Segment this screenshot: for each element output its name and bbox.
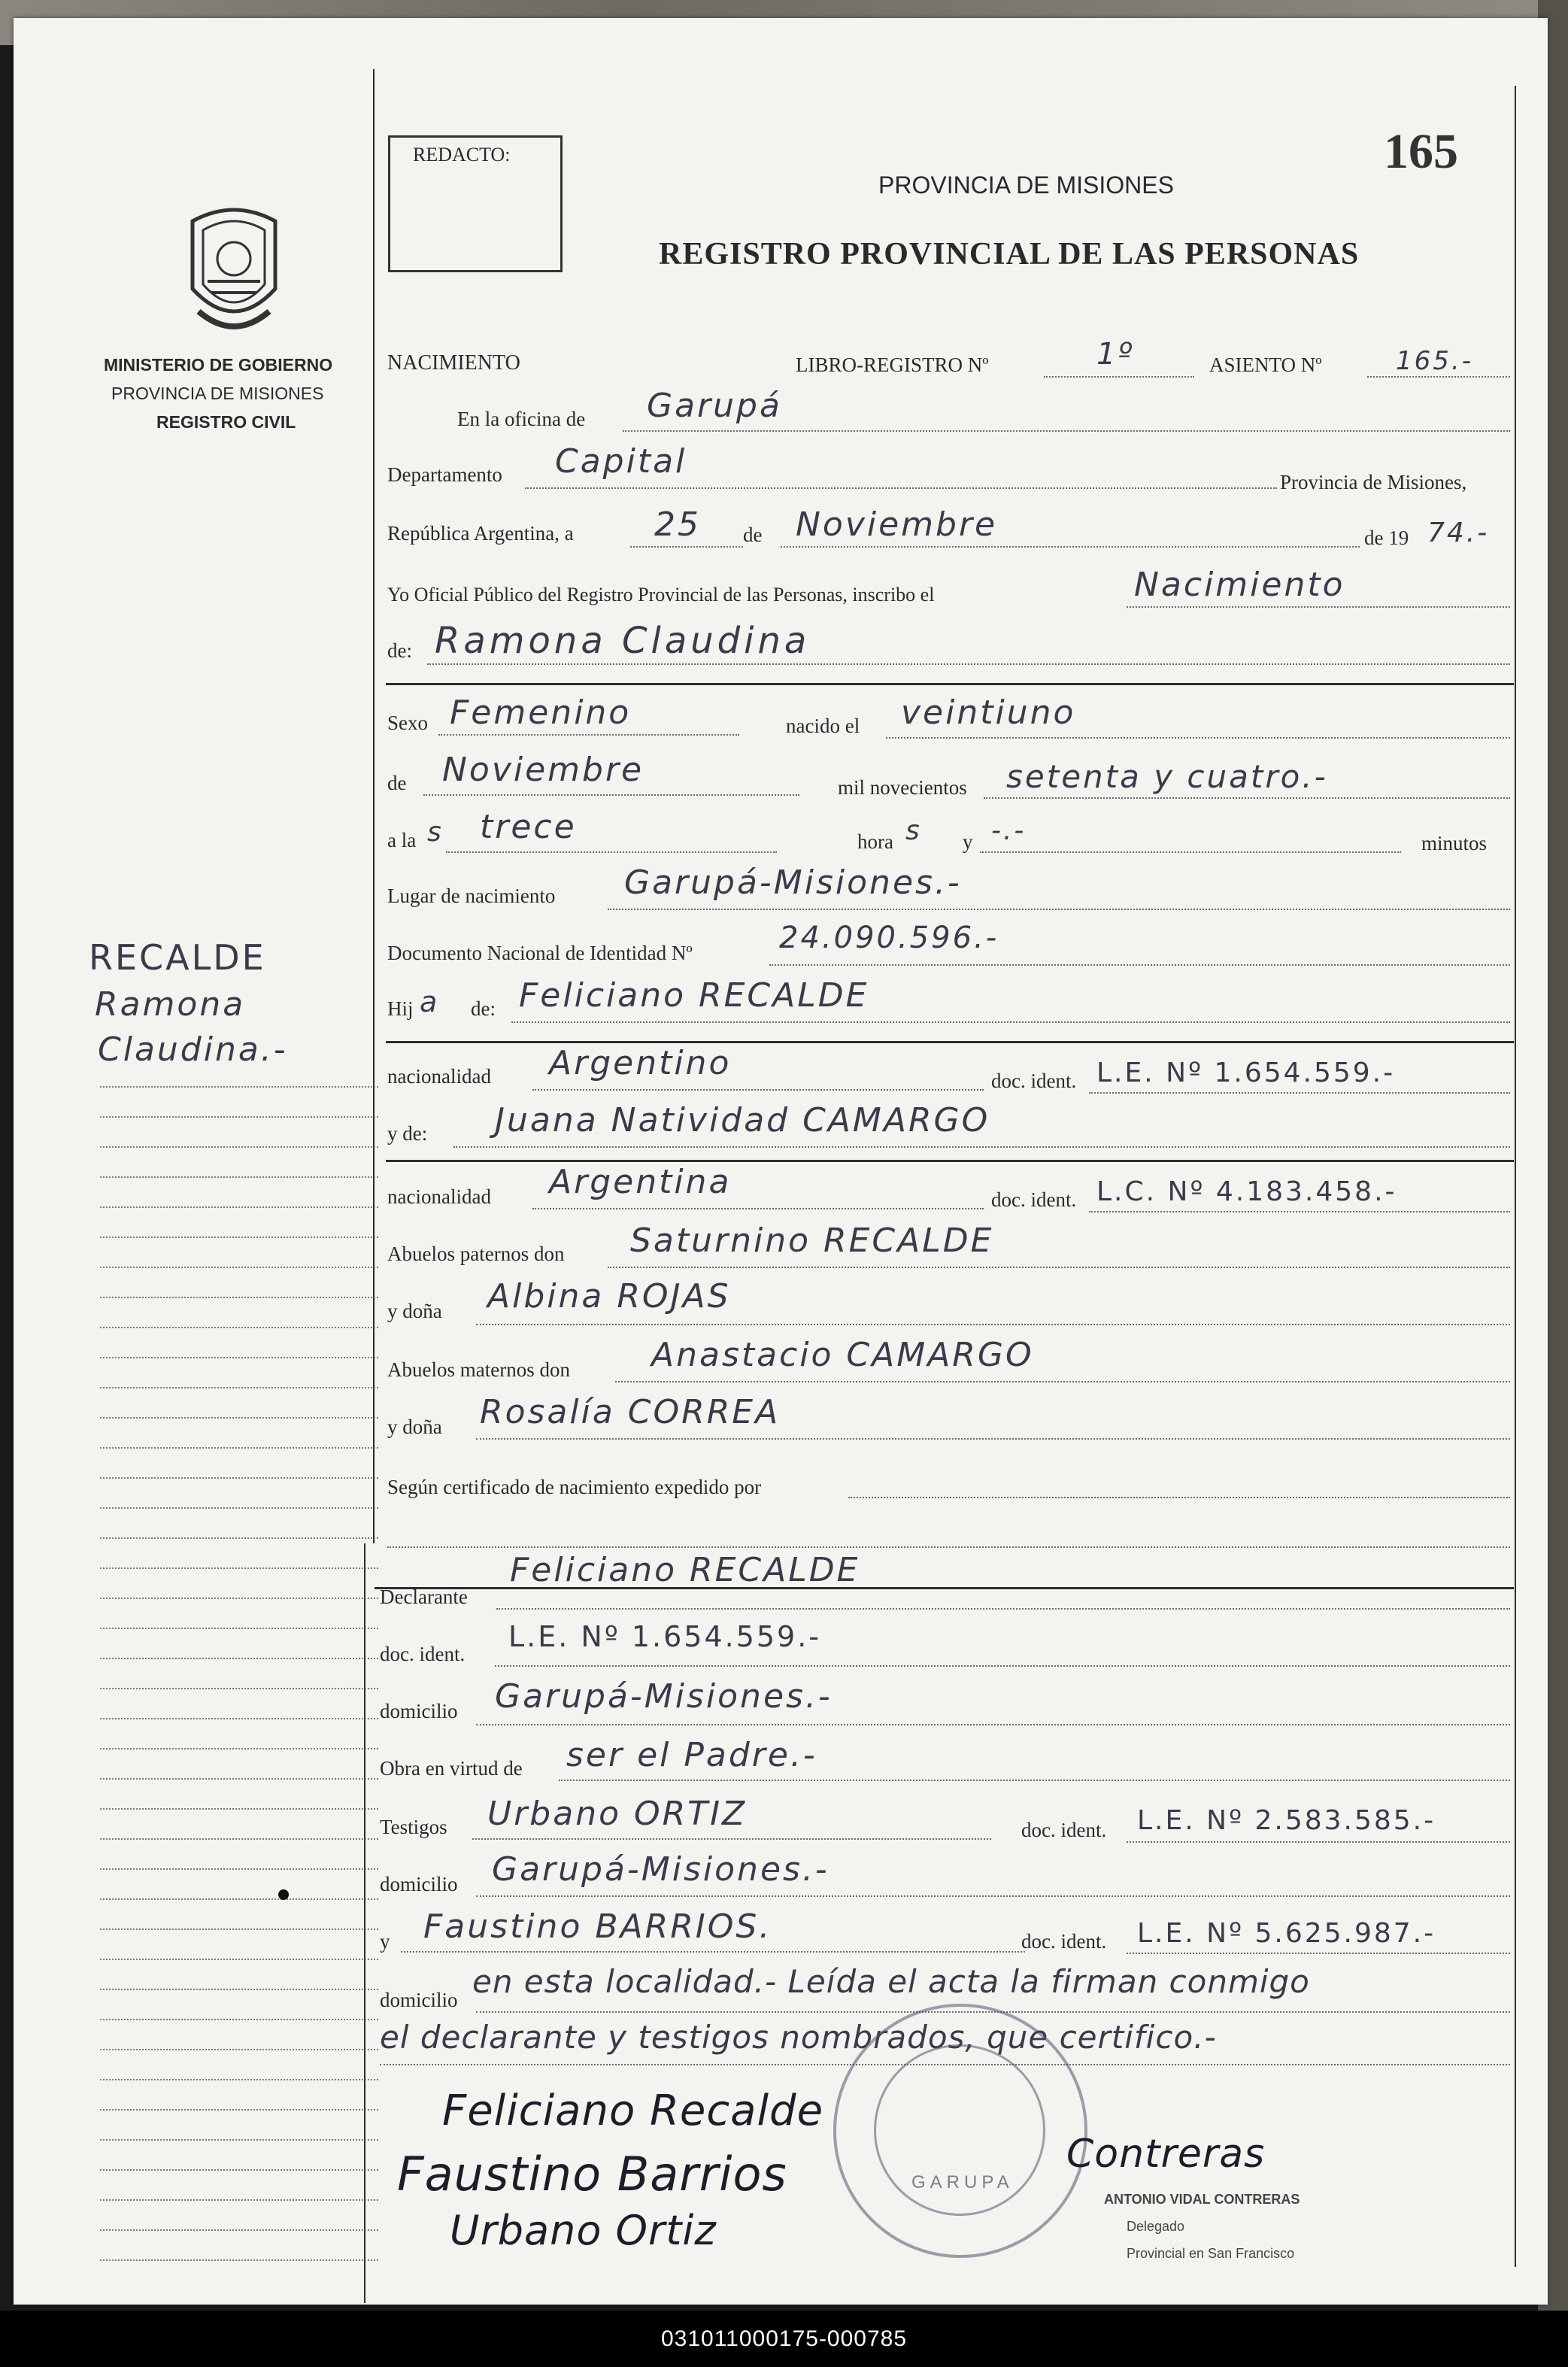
margin-note-name1: Ramona (95, 985, 246, 1024)
abuela-mat-value: Rosalía CORREA (480, 1393, 781, 1431)
margin-line (100, 1537, 378, 1539)
minutos-line (980, 851, 1401, 853)
margin-line (100, 1928, 378, 1930)
ministry-line1: MINISTERIO DE GOBIERNO (104, 355, 333, 375)
margin-note-name2: Claudina.- (98, 1030, 288, 1069)
ministry-line2: PROVINCIA DE MISIONES (111, 384, 324, 403)
abuelo-mat-line (615, 1381, 1510, 1382)
margin-line (100, 1808, 378, 1810)
decl-doc-value: L.E. Nº 1.654.559.- (508, 1620, 822, 1653)
day-value: 25 (654, 505, 701, 544)
y-label: y (963, 830, 973, 853)
declarante-value: Feliciano RECALDE (510, 1551, 860, 1589)
abuelo-pat-value: Saturnino RECALDE (630, 1221, 994, 1260)
father-nac-label: nacionalidad (387, 1065, 491, 1088)
asiento-value: 165.- (1396, 346, 1473, 376)
signature-official: Contreras (1066, 2132, 1266, 2177)
year-prefix: de 19 (1364, 527, 1409, 549)
margin-line (100, 1387, 378, 1388)
minutos-label: minutos (1421, 832, 1488, 854)
departamento-value: Capital (555, 442, 687, 481)
testigo2-dom-label: domicilio (380, 1989, 458, 2011)
mother-doc-line (1089, 1211, 1510, 1212)
margin-line (100, 1628, 378, 1629)
margin-line (100, 2049, 378, 2050)
margin-line (100, 1688, 378, 1689)
sexo-line (438, 734, 739, 736)
lugar-value: Garupá-Misiones.- (624, 863, 962, 902)
testigo1-dom-label: domicilio (380, 1873, 458, 1895)
father-doc-line (1089, 1092, 1510, 1094)
margin-line (100, 1598, 378, 1599)
obra-value: ser el Padre.- (566, 1736, 817, 1774)
footer-id: 031011000175-000785 (0, 2311, 1568, 2367)
testigo1-doc-label: doc. ident. (1021, 1819, 1107, 1841)
testigo1-line (472, 1838, 991, 1840)
margin-line (100, 1086, 378, 1088)
abuelos-mat-label: Abuelos maternos don (387, 1358, 570, 1381)
official-stamp-title: Delegado (1127, 2219, 1185, 2234)
day-line (630, 546, 743, 548)
margin-line (100, 2079, 378, 2080)
province-heading: PROVINCIA DE MISIONES (878, 171, 1174, 199)
segun-line2 (387, 1546, 1510, 1548)
month-line (781, 546, 1360, 548)
testigo1-dom-line (476, 1895, 1510, 1897)
y-value: -.- (991, 815, 1027, 846)
margin-line (100, 1447, 378, 1449)
departamento-label: Departamento (387, 463, 502, 486)
testigo2-dom-value: en esta localidad.- Leída el acta la firman conmigo (472, 1963, 1310, 2000)
segun-label: Según certificado de nacimiento expedido por (387, 1476, 762, 1498)
mother-doc-label: doc. ident. (991, 1188, 1077, 1211)
margin-line (100, 1327, 378, 1328)
hija-label: Hij (387, 997, 414, 1020)
margin-line (100, 2259, 378, 2261)
margin-note-surname: RECALDE (89, 937, 266, 978)
abuela-pat-value: Albina ROJAS (487, 1277, 731, 1316)
libro-label: LIBRO-REGISTRO Nº (796, 354, 989, 376)
de3-label: de (387, 772, 407, 794)
margin-line (100, 1267, 378, 1268)
margin-line (100, 2199, 378, 2201)
section-rule (386, 1041, 1514, 1043)
oficina-label: En la oficina de (457, 408, 586, 430)
margin-line (100, 1116, 378, 1118)
alas-label: a la (387, 829, 417, 851)
dni-label: Documento Nacional de Identidad Nº (387, 942, 693, 964)
margin-line (100, 1146, 378, 1148)
margin-line (100, 1838, 378, 1840)
testigo1-doc-line (1127, 1841, 1510, 1843)
margin-line (100, 1718, 378, 1719)
father-nac-value: Argentino (549, 1044, 732, 1082)
margin-line (100, 1507, 378, 1509)
province-seal (177, 199, 290, 341)
testigo2-doc-line (1127, 1953, 1510, 1954)
father-nac-line (532, 1089, 984, 1091)
mil-label: mil novecientos (838, 776, 967, 799)
margin-line (100, 1206, 378, 1208)
hija-suffix: a (420, 985, 440, 1018)
margin-dot (278, 1889, 289, 1900)
closing-value: el declarante y testigos nombrados, que certifico.- (380, 2019, 1217, 2056)
margin-line (100, 2229, 378, 2231)
record-type-label: NACIMIENTO (387, 351, 520, 375)
obra-label: Obra en virtud de (380, 1757, 523, 1780)
horas-label: hora (857, 830, 893, 853)
sexo-label: Sexo (387, 712, 428, 734)
republica-label: República Argentina, a (387, 522, 574, 545)
decl-dom-line (476, 1724, 1510, 1725)
margin-line (100, 2169, 378, 2171)
horas-suffix: s (905, 815, 922, 846)
oficial-text: Yo Oficial Público del Registro Provincial de las Personas, inscribo el (387, 584, 935, 605)
hora-value: trece (480, 808, 577, 846)
name-value: Ramona Claudina (435, 620, 811, 662)
official-stamp-name: ANTONIO VIDAL CONTRERAS (1104, 2192, 1300, 2207)
signature-testigo2: Faustino Barrios (397, 2147, 787, 2202)
abuelos-pat-label: Abuelos paternos don (387, 1243, 565, 1265)
nacido-label: nacido el (786, 715, 860, 737)
margin-line (100, 1477, 378, 1479)
right-border-rule (1515, 86, 1516, 2267)
margin-line (100, 1176, 378, 1178)
mother-doc-value: L.C. Nº 4.183.458.- (1096, 1176, 1397, 1207)
left-column-rule (373, 69, 375, 1543)
margin-line (100, 2109, 378, 2111)
margin-line (100, 1989, 378, 1990)
registry-heading: REGISTRO PROVINCIAL DE LAS PERSONAS (659, 237, 1360, 272)
testigo2-line (401, 1951, 1025, 1953)
abuela-mat-line (476, 1438, 1510, 1440)
libro-line (1044, 376, 1194, 378)
asiento-label: ASIENTO Nº (1209, 354, 1322, 376)
dni-value: 24.090.596.- (779, 921, 999, 955)
declarante-line (496, 1608, 1510, 1610)
lugar-label: Lugar de nacimiento (387, 885, 556, 907)
father-line (511, 1021, 1510, 1023)
signature-testigo1: Urbano Ortiz (450, 2207, 717, 2254)
margin-line (100, 1357, 378, 1358)
page-number: 165 (1384, 124, 1458, 179)
testigo1-value: Urbano ORTIZ (487, 1795, 748, 1833)
yde-label: y de: (387, 1122, 428, 1145)
ministry-line3: REGISTRO CIVIL (156, 412, 296, 432)
margin-line (100, 1868, 378, 1870)
segun-line (848, 1497, 1510, 1498)
testigo1-dom-value: Garupá-Misiones.- (492, 1850, 829, 1889)
month-value: Noviembre (796, 505, 998, 544)
year-value: 74.- (1427, 517, 1490, 548)
ydona-mat-label: y doña (387, 1416, 442, 1438)
obra-line (559, 1780, 1510, 1781)
inscribo-value: Nacimiento (1134, 566, 1345, 604)
mother-nac-value: Argentina (549, 1163, 732, 1201)
decl-doc-line (495, 1665, 1510, 1667)
redacto-box (388, 135, 563, 272)
margin-line (100, 1959, 378, 1960)
testigos-label: Testigos (380, 1816, 447, 1838)
official-stamp-place: Provincial en San Francisco (1127, 2246, 1295, 2261)
declarante-label: Declarante (380, 1586, 468, 1608)
decl-doc-label: doc. ident. (380, 1643, 466, 1665)
margin-line (100, 2019, 378, 2020)
abuela-pat-line (476, 1324, 1510, 1325)
provincia-suffix: Provincia de Misiones, (1280, 471, 1467, 493)
ydona-pat-label: y doña (387, 1300, 442, 1322)
de-label: de (743, 523, 763, 546)
section-rule (386, 1160, 1514, 1162)
mil-value: setenta y cuatro.- (1006, 758, 1328, 795)
libro-value: 1º (1096, 337, 1135, 372)
margin-line (100, 1748, 378, 1749)
departamento-line (525, 487, 1277, 489)
nacido-value: veintiuno (901, 693, 1076, 732)
hora-line (446, 851, 777, 853)
margin-line (100, 1237, 378, 1238)
margin-line (100, 1417, 378, 1419)
signature-declarante: Feliciano Recalde (442, 2086, 824, 2135)
father-doc-label: doc. ident. (991, 1070, 1077, 1092)
margin-line (100, 1658, 378, 1659)
margin-line (100, 2139, 378, 2141)
nacido-line (886, 737, 1510, 739)
sexo-value: Femenino (450, 693, 632, 732)
dni-line (769, 964, 1510, 966)
mother-nac-line (532, 1208, 984, 1209)
round-stamp (833, 2004, 1087, 2258)
month2-line (423, 794, 799, 796)
father-value: Feliciano RECALDE (519, 976, 869, 1015)
margin-line (100, 1567, 378, 1569)
asiento-line (1367, 376, 1510, 378)
margin-line (100, 1898, 378, 1900)
testigo1-doc-value: L.E. Nº 2.583.585.- (1137, 1805, 1436, 1836)
y2-label: y (380, 1930, 390, 1953)
mother-line (453, 1146, 1510, 1148)
oficina-line (623, 430, 1510, 432)
decl-dom-value: Garupá-Misiones.- (495, 1677, 833, 1716)
round-stamp-center: GARUPA (911, 2172, 1014, 2193)
mother-nac-label: nacionalidad (387, 1185, 491, 1208)
redacto-label: REDACTO: (413, 144, 511, 165)
testigo2-value: Faustino BARRIOS. (423, 1907, 772, 1946)
testigo2-doc-value: L.E. Nº 5.625.987.- (1137, 1918, 1436, 1949)
section-rule (386, 683, 1514, 685)
name-line (427, 663, 1510, 665)
oficina-value: Garupá (647, 387, 782, 425)
abuelo-pat-line (608, 1267, 1510, 1268)
abuelo-mat-value: Anastacio CAMARGO (651, 1336, 1034, 1374)
mother-value: Juana Natividad CAMARGO (495, 1101, 990, 1139)
decl-dom-label: domicilio (380, 1700, 458, 1722)
document-page (14, 18, 1548, 2305)
margin-line (100, 1297, 378, 1298)
inscribo-line (1127, 606, 1510, 608)
father-doc-value: L.E. Nº 1.654.559.- (1096, 1058, 1396, 1088)
testigo2-doc-label: doc. ident. (1021, 1930, 1107, 1953)
alas-suffix: s (427, 817, 444, 848)
margin-line (100, 1778, 378, 1780)
hija-de-label: de: (471, 997, 496, 1020)
month2-value: Noviembre (442, 751, 644, 789)
lugar-line (608, 909, 1510, 910)
mil-line (984, 797, 1510, 799)
de2-label: de: (387, 639, 412, 662)
